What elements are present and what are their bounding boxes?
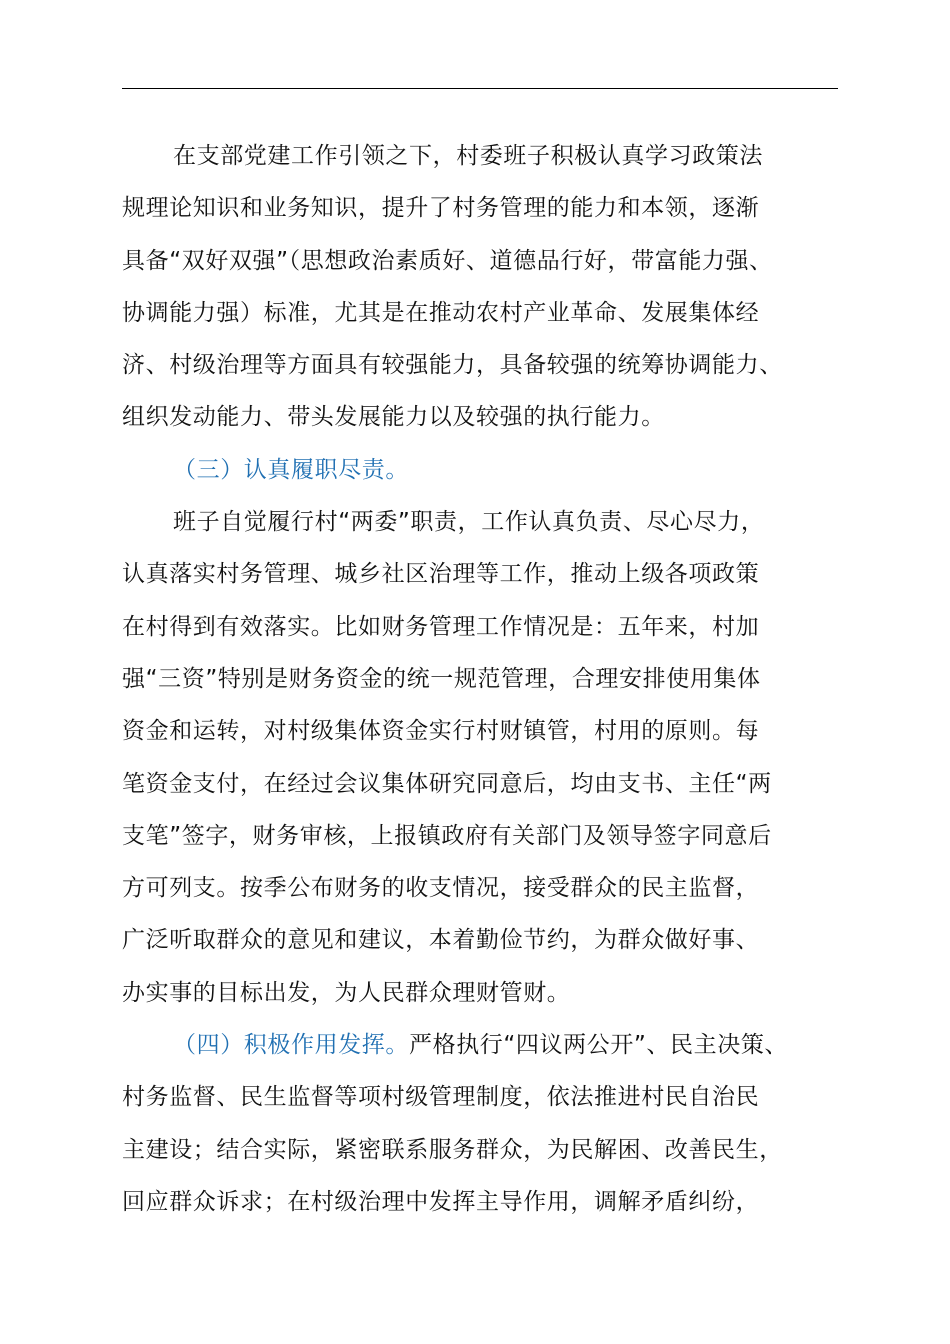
paragraph-line: 规理论知识和业务知识，提升了村务管理的能力和本领，逐渐 (122, 195, 760, 222)
section-heading-text: （四）积极作用发挥。 (173, 1032, 409, 1059)
paragraph-line: 笔资金支付，在经过会议集体研究同意后，均由支书、主任“两 (122, 770, 772, 797)
paragraph-line: 组织发动能力、带头发展能力以及较强的执行能力。 (122, 404, 665, 431)
paragraph-line: 村务监督、民生监督等项村级管理制度，依法推进村民自治民 (122, 1084, 760, 1111)
section-heading-text: （三）认真履职尽责。 (173, 456, 409, 483)
paragraph-line: 济、村级治理等方面具有较强能力，具备较强的统筹协调能力、 (122, 352, 783, 379)
header-rule (122, 88, 838, 89)
paragraph-line: 资金和运转，对村级集体资金实行村财镇管，村用的原则。每 (122, 718, 760, 745)
paragraph-line: 主建设；结合实际，紧密联系服务群众，为民解困、改善民生， (122, 1136, 783, 1163)
paragraph-line: 班子自觉履行村“两委”职责，工作认真负责、尽心尽力， (173, 509, 765, 536)
paragraph-line: 支笔”签字，财务审核，上报镇政府有关部门及领导签字同意后 (122, 822, 772, 849)
paragraph-line: 在支部党建工作引领之下，村委班子积极认真学习政策法 (173, 143, 763, 169)
paragraph-line: 广泛听取群众的意见和建议，本着勤俭节约，为群众做好事、 (122, 927, 760, 954)
paragraph-line: 回应群众诉求；在村级治理中发挥主导作用，调解矛盾纠纷， (122, 1188, 760, 1215)
paragraph-text: 严格执行“四议两公开”、民主决策、 (409, 1032, 789, 1059)
paragraph-line: 协调能力强）标准，尤其是在推动农村产业革命、发展集体经 (122, 299, 760, 326)
paragraph-line: 在村得到有效落实。比如财务管理工作情况是：五年来，村加 (122, 613, 760, 640)
paragraph-line: 具备“双好双强”（思想政治素质好、道德品行好，带富能力强、 (122, 247, 773, 274)
paragraph-line: 认真落实村务管理、城乡社区治理等工作，推动上级各项政策 (122, 561, 760, 588)
document-body (122, 130, 838, 1228)
paragraph-line: 强“三资”特别是财务资金的统一规范管理，合理安排使用集体 (122, 665, 761, 692)
paragraph-line: 方可列支。按季公布财务的收支情况，接受群众的民主监督， (122, 875, 760, 902)
paragraph-line: 办实事的目标出发，为人民群众理财管财。 (122, 979, 571, 1006)
section-heading-3 (122, 444, 838, 496)
section-heading-4 (122, 1019, 838, 1071)
